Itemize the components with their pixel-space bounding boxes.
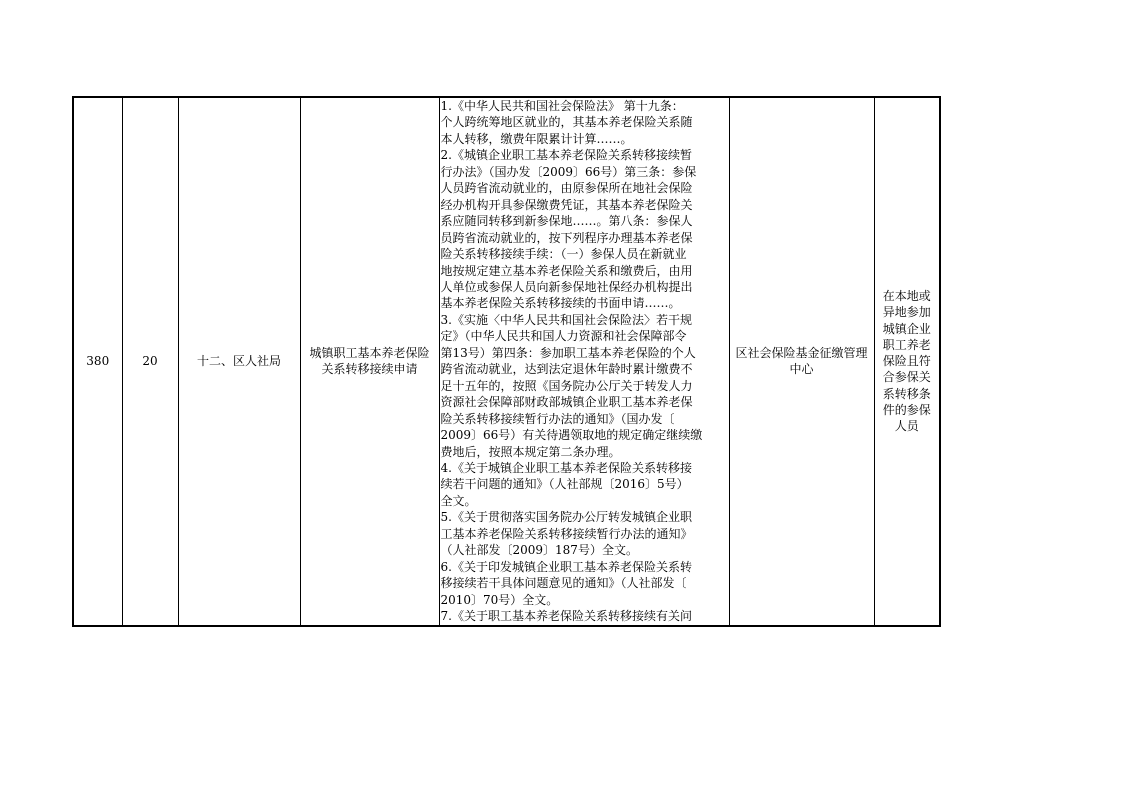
seq-number: 380 <box>86 354 110 369</box>
applicable-target-cell <box>874 97 940 626</box>
implementing-agency-cell <box>729 97 874 626</box>
legal-basis-line: 地按规定建立基本养老保险关系和缴费后，由用 <box>440 263 693 278</box>
legal-basis-line: 险关系转移接续暂行办法的通知》（国办发〔 <box>440 411 675 426</box>
sub-number: 20 <box>142 354 158 369</box>
legal-basis-line: 续若干问题的通知》（人社部规〔2016〕5号） <box>440 477 689 492</box>
legal-basis-cell <box>439 97 729 626</box>
legal-basis-line: 6.《关于印发城镇企业职工基本养老保险关系转 <box>440 559 692 574</box>
legal-basis-line: 2009〕66号）有关待遇领取地的规定确定继续缴 <box>440 428 703 443</box>
legal-basis-line: 系应随同转移到新参保地……。第八条：参保人 <box>440 214 693 229</box>
legal-basis-line: 资源社会保障部财政部城镇企业职工基本养老保 <box>440 395 693 410</box>
implementing-agency: 区社会保险基金征缴管理中心 <box>735 346 868 377</box>
legal-basis-line: 跨省流动就业，达到法定退休年龄时累计缴费不 <box>440 362 693 377</box>
legal-basis-line: 第13号）第四条：参加职工基本养老保险的个人 <box>440 345 696 360</box>
legal-basis-line: 基本养老保险关系转移接续的书面申请……。 <box>440 296 681 311</box>
legal-basis-line: 移接续若干具体问题意见的通知》（人社部发〔 <box>440 576 687 591</box>
legal-basis-line: 本人转移，缴费年限累计计算……。 <box>440 131 633 146</box>
legal-basis-line: 人单位或参保人员向新参保地社保经办机构提出 <box>440 279 693 294</box>
legal-basis-line: 险关系转移接续手续：（一）参保人员在新就业 <box>440 247 687 262</box>
item-name: 城镇职工基本养老保险关系转移接续申请 <box>309 346 430 377</box>
legal-basis-line: 4.《关于城镇企业职工基本养老保险关系转移接 <box>440 460 692 475</box>
item-name-cell <box>300 97 439 626</box>
applicable-target: 在本地或异地参加城镇企业职工养老保险且符合参保关系转移条件的参保人员 <box>882 288 931 434</box>
legal-basis-line: 7.《关于职工基本养老保险关系转移接续有关问 <box>440 609 692 624</box>
legal-basis-line: 2.《城镇企业职工基本养老保险关系转移接续暂 <box>440 148 692 163</box>
catalog-table <box>72 96 941 627</box>
department-cell <box>178 97 300 626</box>
legal-basis-line: 5.《关于贯彻落实国务院办公厅转发城镇企业职 <box>440 510 692 525</box>
department-name: 十二、区人社局 <box>196 354 281 369</box>
legal-basis-line: 个人跨统筹地区就业的，其基本养老保险关系随 <box>440 115 693 130</box>
legal-basis-line: 行办法》（国办发〔2009〕66号）第三条：参保 <box>440 164 697 179</box>
legal-basis-line: 定》（中华人民共和国人力资源和社会保障部令 <box>440 329 687 344</box>
legal-basis-line: 3.《实施〈中华人民共和国社会保险法〉若干规 <box>440 312 692 327</box>
table-row <box>73 97 940 626</box>
legal-basis-line: 2010〕70号）全文。 <box>440 592 559 607</box>
legal-basis-line: 工基本养老保险关系转移接续暂行办法的通知》 <box>440 526 693 541</box>
legal-basis-line: 全文。 <box>440 493 477 508</box>
legal-basis-line: 经办机构开具参保缴费凭证，其基本养老保险关 <box>440 197 693 212</box>
legal-basis-line: 1.《中华人民共和国社会保险法》 第十九条： <box>440 99 684 113</box>
legal-basis-line: 人员跨省流动就业的，由原参保所在地社会保险 <box>440 181 693 196</box>
seq-cell <box>73 97 122 626</box>
sub-number-cell <box>122 97 178 626</box>
legal-basis-line: 费地后，按照本规定第二条办理。 <box>440 444 621 459</box>
legal-basis-line: 足十五年的，按照《国务院办公厅关于转发人力 <box>440 378 693 393</box>
legal-basis-line: （人社部发〔2009〕187号）全文。 <box>440 543 638 558</box>
legal-basis-line: 员跨省流动就业的，按下列程序办理基本养老保 <box>440 230 693 245</box>
